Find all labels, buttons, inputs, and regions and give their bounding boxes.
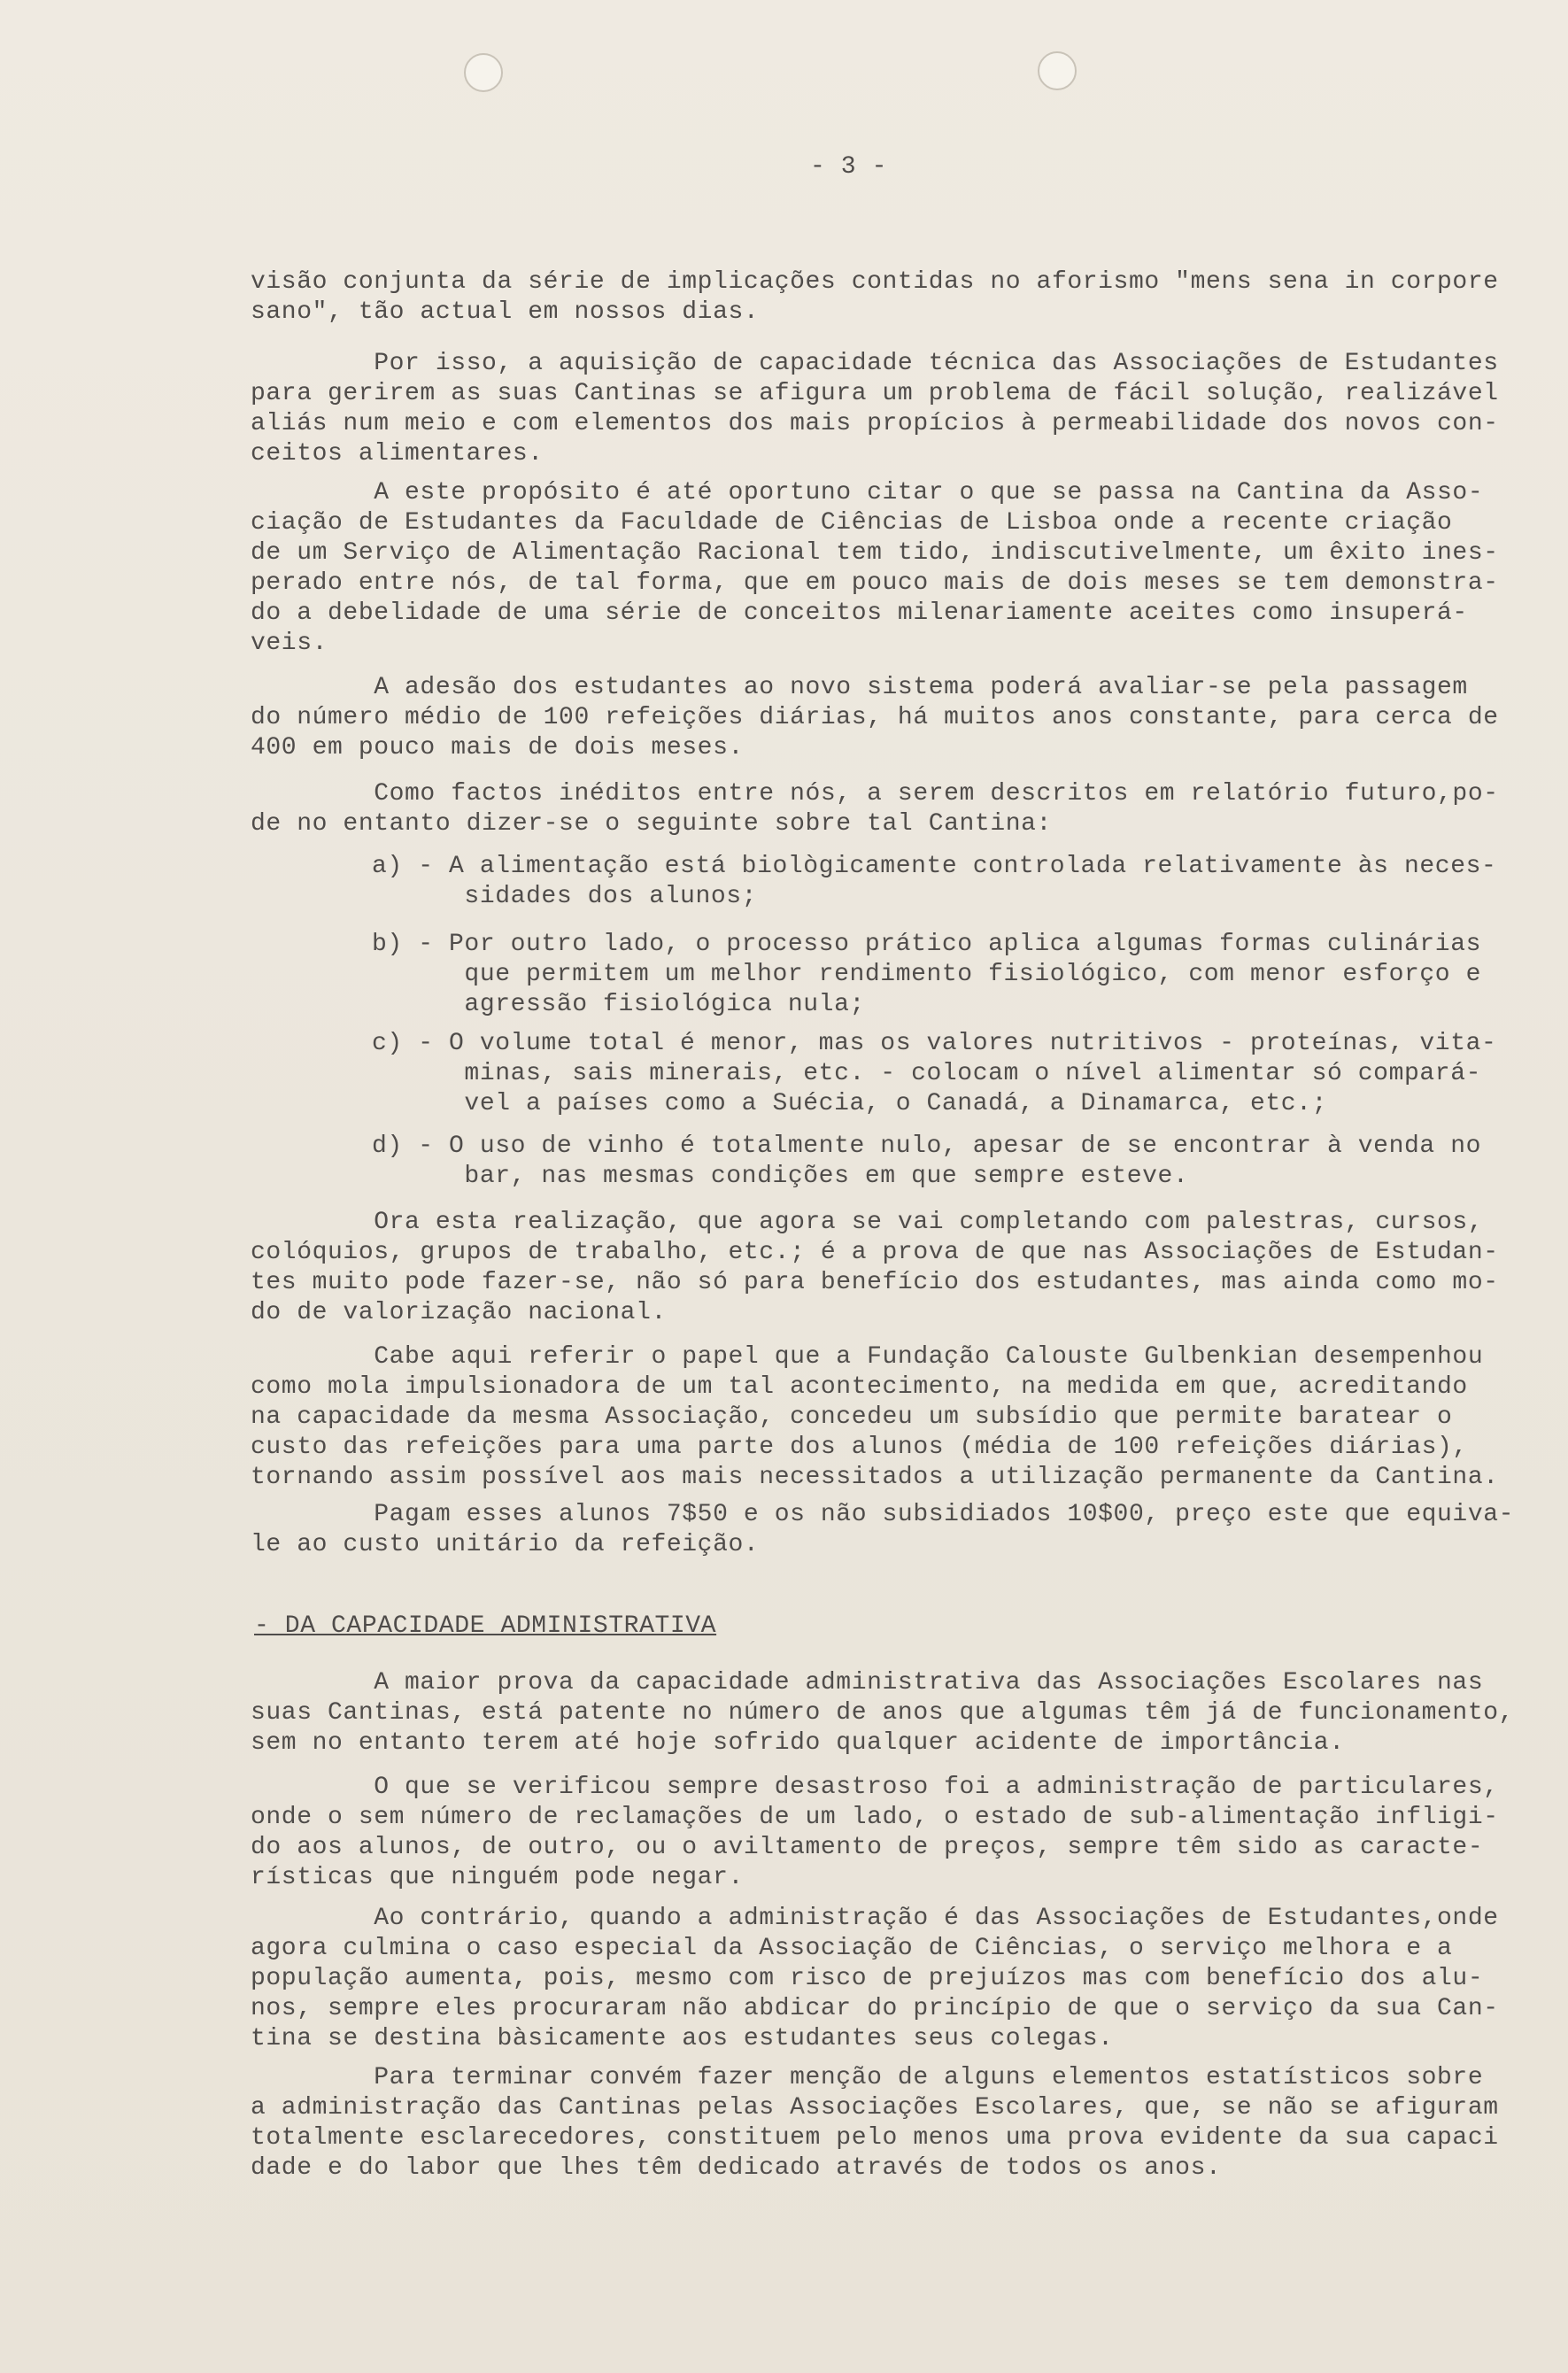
paragraph-4: A adesão dos estudantes ao novo sistema poderá avaliar-se pela passagem do número médio de 100 refeições diárias, há muitos anos constante, para cerca de 400 em pouco mais de dois meses.	[251, 674, 1499, 761]
paragraph-2: Por isso, a aquisição de capacidade técnica das Associações de Estudantes para gerirem as suas Cantinas se afigura um problema de fácil solução, realizável aliás num meio e com elementos dos mais propícios à permeabilidade dos novos con- ceitos alimentares.	[251, 350, 1499, 468]
paragraph-3: A este propósito é até oportuno citar o que se passa na Cantina da Asso- ciação de Estudantes da Faculdade de Ciências de Lisboa onde a recente criação de um Serviço de Alimentação Racional tem tido, indiscutivelmente, um êxito ines- perado entre nós, de tal forma, que em pouco mais de dois meses se tem demonstra- do a debelidade de uma série de conceitos milenariamente aceites como insuperá- veis.	[251, 479, 1499, 657]
paragraph-10: O que se verificou sempre desastroso foi a administração de particulares, onde o sem número de reclamações de um lado, o estado de sub-alimentação infligi- do aos alunos, de outro, ou o aviltamento de preços, sempre têm sido as caracte- rísticas que ninguém pode negar.	[251, 1774, 1499, 1891]
paragraph-7: Cabe aqui referir o papel que a Fundação Calouste Gulbenkian desempenhou como mola impulsionadora de um tal acontecimento, na medida em que, acreditando na capacidade da mesma Associação, concedeu um subsídio que permite baratear o custo das refeições para uma parte dos alunos (média de 100 refeições diárias), tornando assim possível aos mais necessitados a utilização permanente da Cantina.	[251, 1343, 1499, 1491]
paragraph-9: A maior prova da capacidade administrativa das Associações Escolares nas suas Cantinas, está patente no número de anos que algumas têm já de funcionamento, sem no entanto terem até hoje sofrido qualquer acidente de importância.	[251, 1669, 1515, 1757]
paragraph-11: Ao contrário, quando a administração é das Associações de Estudantes,onde agora culmina o caso especial da Associação de Ciências, o serviço melhora e a população aumenta, pois, mesmo com risco de prejuízos mas com benefício dos alu- nos, sempre eles procuraram não abdicar do princípio de que o serviço da sua Can- tina se destina bàsicamente aos estudantes seus colegas.	[251, 1905, 1499, 2052]
paragraph-5: Como factos inéditos entre nós, a serem descritos em relatório futuro,po- de no entanto dizer-se o seguinte sobre tal Cantina:	[251, 780, 1499, 838]
list-item-a: a) - A alimentação está biològicamente controlada relativamente às neces- sidades dos alunos;	[372, 853, 1497, 910]
paragraph-1: visão conjunta da série de implicações contidas no aforismo "mens sena in corpore sano", tão actual em nossos dias.	[251, 268, 1499, 326]
list-item-d: d) - O uso de vinho é totalmente nulo, apesar de se encontrar à venda no bar, nas mesmas condições em que sempre esteve.	[372, 1132, 1481, 1190]
paragraph-8: Pagam esses alunos 7$50 e os não subsidiados 10$00, preço este que equiva- le ao custo unitário da refeição.	[251, 1501, 1515, 1558]
page-number: - 3 -	[810, 153, 888, 181]
section-heading: - DA CAPACIDADE ADMINISTRATIVA	[254, 1612, 717, 1640]
paragraph-12: Para terminar convém fazer menção de alguns elementos estatísticos sobre a administração das Cantinas pelas Associações Escolares, que, se não se afiguram totalmente esclarecedores, constituem pelo menos uma prova evidente da sua capaci dade e do labor que lhes têm dedicado através de todos os anos.	[251, 2064, 1499, 2182]
punch-hole-right	[1038, 51, 1077, 90]
paragraph-6: Ora esta realização, que agora se vai completando com palestras, cursos, colóquios, grupos de trabalho, etc.; é a prova de que nas Associações de Estudan- tes muito pode fazer-se, não só para benefício dos estudantes, mas ainda como mo- do de valorização nacional.	[251, 1209, 1499, 1326]
list-item-b: b) - Por outro lado, o processo prático aplica algumas formas culinárias que permitem um melhor rendimento fisiológico, com menor esforço e agressão fisiológica nula;	[372, 931, 1481, 1018]
list-item-c: c) - O volume total é menor, mas os valores nutritivos - proteínas, vita- minas, sais minerais, etc. - colocam o nível alimentar só compará- vel a países como a Suécia, o Canadá, a Dinamarca, etc.;	[372, 1030, 1497, 1117]
punch-hole-left	[464, 53, 503, 92]
